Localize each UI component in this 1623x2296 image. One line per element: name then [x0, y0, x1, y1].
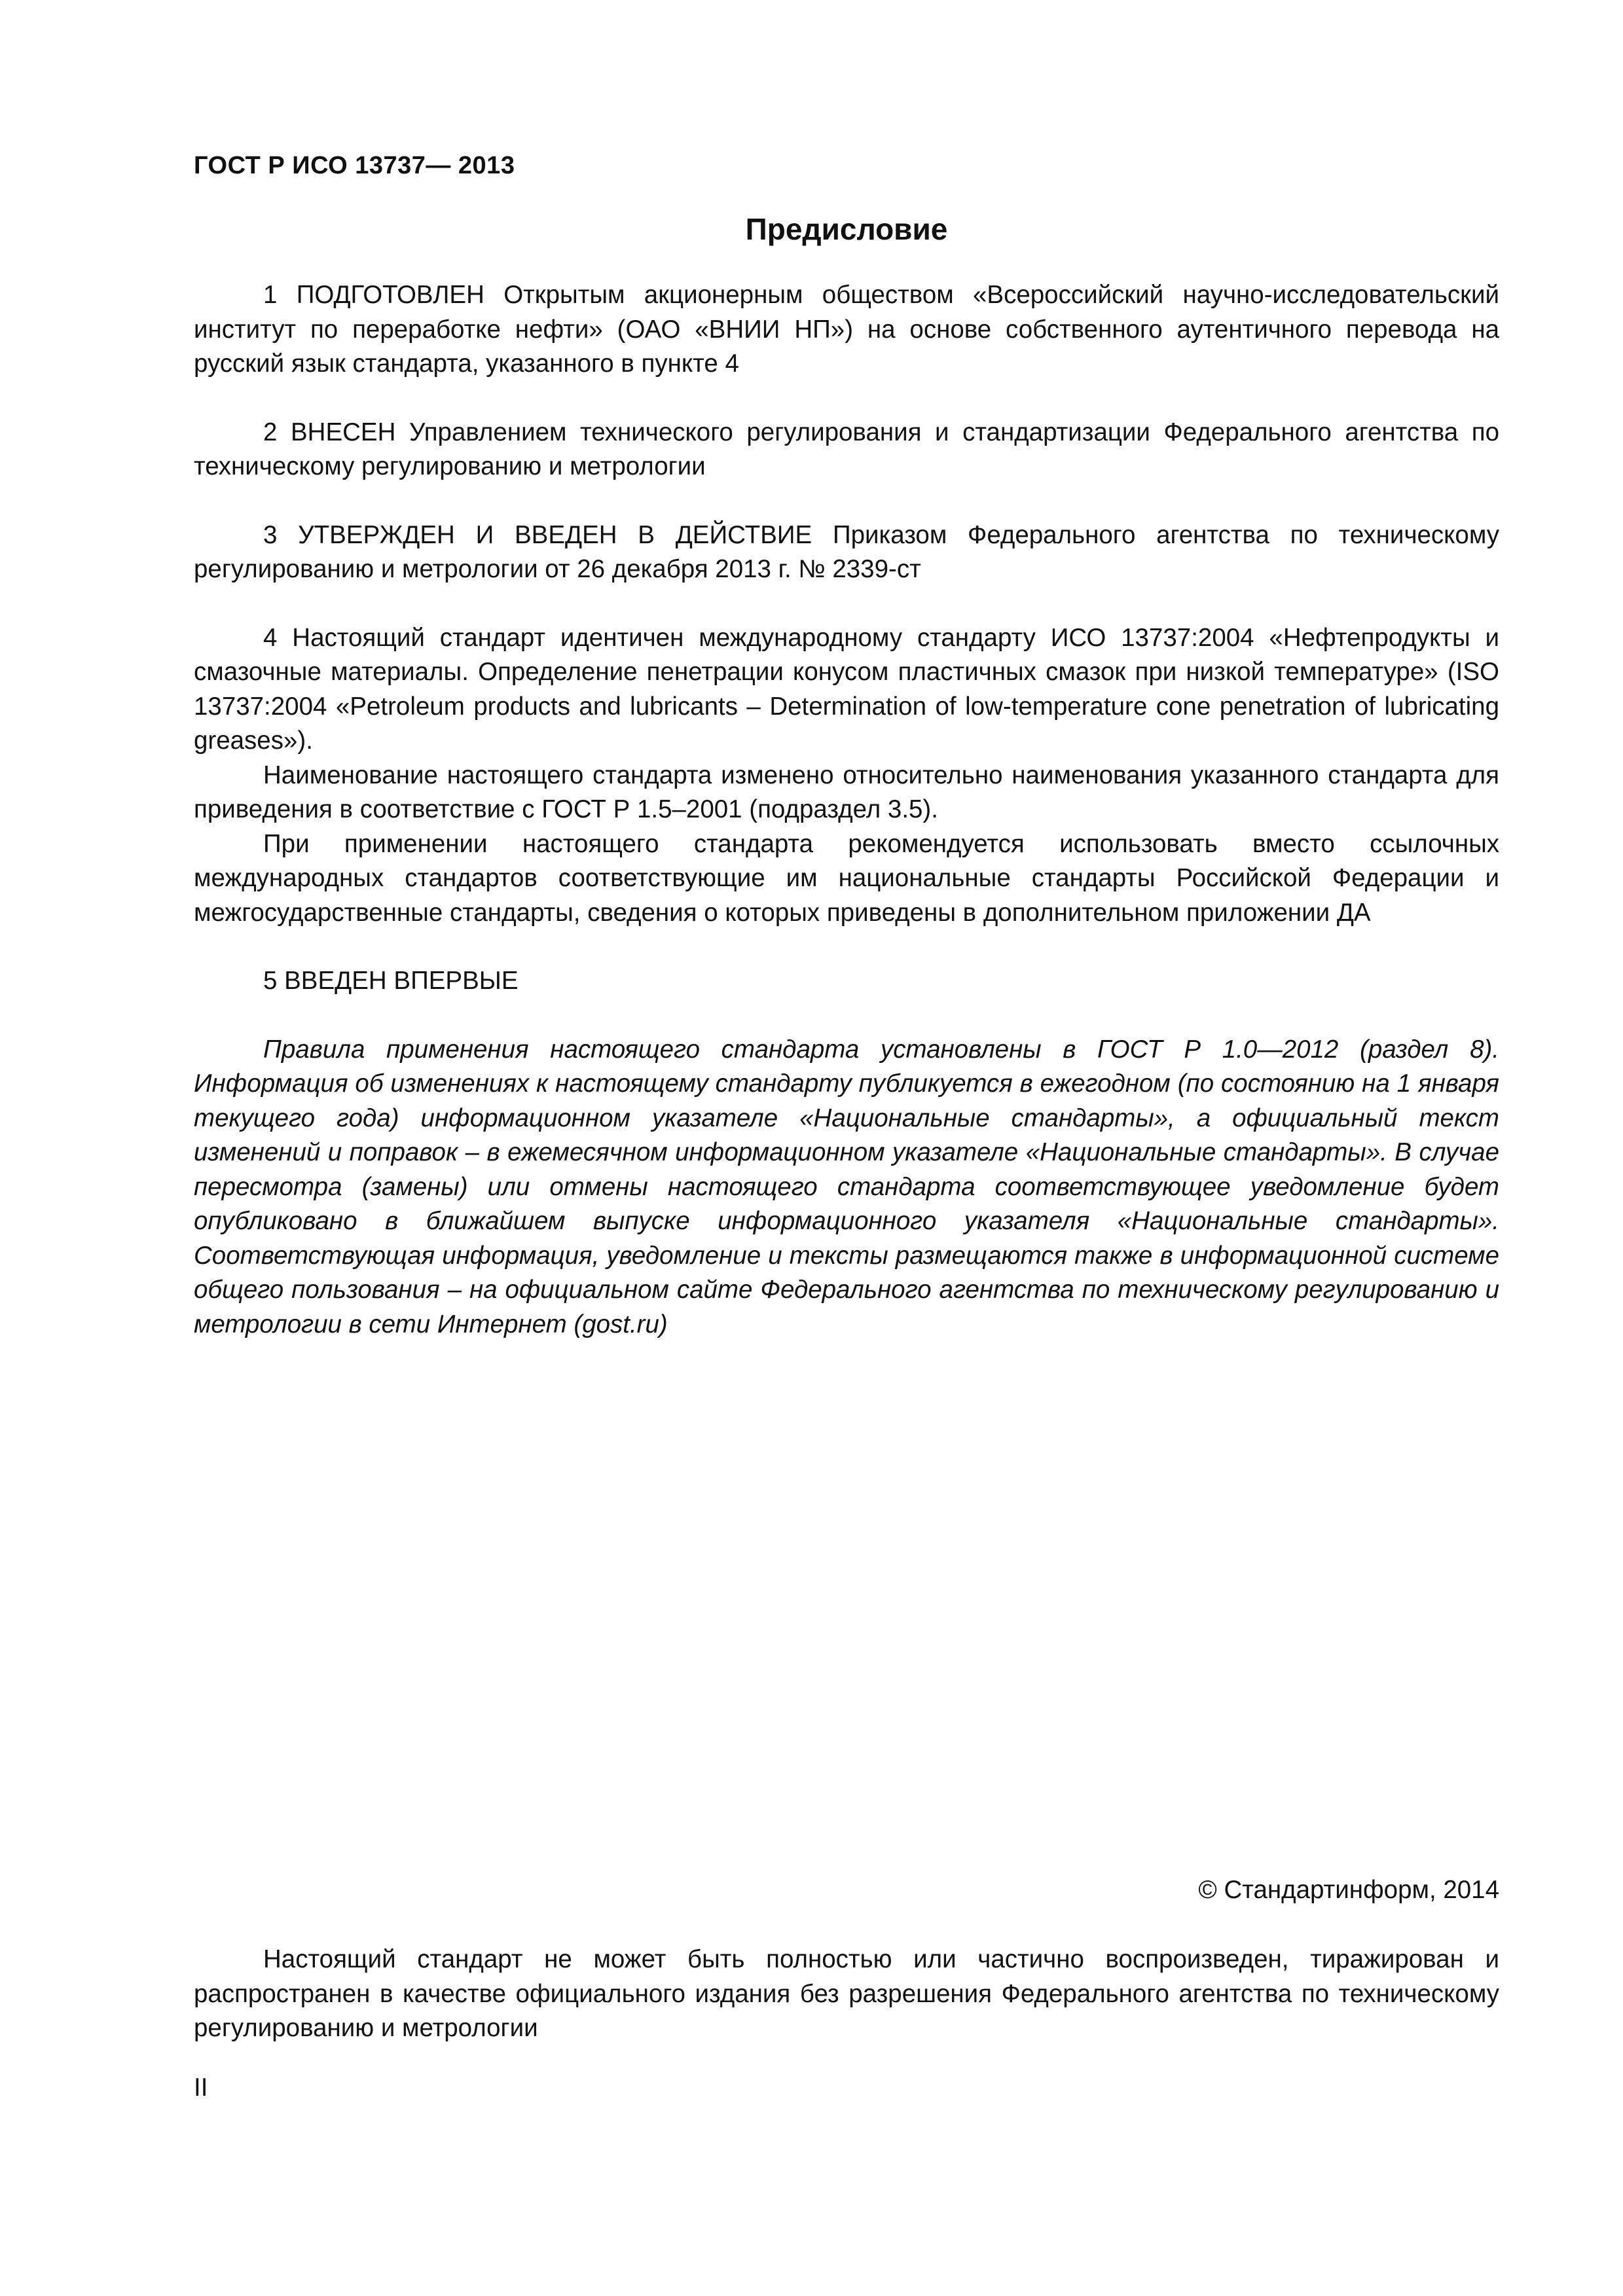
page-number: II: [194, 2073, 208, 2102]
copyright-line: © Стандартинформ, 2014: [1198, 1876, 1499, 1904]
reproduction-notice: Настоящий стандарт не может быть полностью или частично воспроизведен, тиражирован и распространен в качестве официального издания без разрешения Федерального агентства по техническому регулированию и метрологии: [194, 1945, 1499, 2042]
paragraph-first-introduced: 5 ВВЕДЕН ВПЕРВЫЕ: [263, 967, 519, 995]
paragraph-name-changed: Наименование настоящего стандарта изменено относительно наименования указанного стандарта для приведения в соответствие с ГОСТ Р 1.5–2001 (подраздел 3.5).: [194, 761, 1499, 823]
paragraph-identical-standard: 4 Настоящий стандарт идентичен международному стандарту ИСО 13737:2004 «Нефтепродукты и смазочные материалы. Определение пенетрации конусом пластичных смазок при низкой температуре» (ISO 13737:2004 «Petroleum products and lubricants – Determination of low-temperature cone penetration of lubricating greases»).: [194, 623, 1499, 755]
paragraph-approved: 3 УТВЕРЖДЕН И ВВЕДЕН В ДЕЙСТВИЕ Приказом Федерального агентства по техническому регулированию и метрологии от 26 декабря 2013 г. № 2339-ст: [194, 520, 1499, 583]
foreword-body: [194, 278, 1499, 1342]
standard-code: ГОСТ Р ИСО 13737— 2013: [194, 152, 515, 179]
paragraph-introduced: 2 ВНЕСЕН Управлением технического регулирования и стандартизации Федерального агентства по техническому регулированию и метрологии: [194, 418, 1499, 480]
page-title: Предисловие: [745, 212, 948, 246]
paragraph-prepared: 1 ПОДГОТОВЛЕН Открытым акционерным обществом «Всероссийский научно-исследовательский институт по переработке нефти» (ОАО «ВНИИ НП») на основе собственного аутентичного перевода на русский язык стандарта, указанного в пункте 4: [194, 281, 1499, 378]
paragraph-rules-of-application: Правила применения настоящего стандарта установлены в ГОСТ Р 1.0—2012 (раздел 8). Информация об изменениях к настоящему стандарту публикуется в ежегодном (по состоянию на 1 января текущего года) информационном указателе «Национальные стандарты», а официальный текст изменений и поправок – в ежемесячном информационном указателе «Национальные стандарты». В случае пересмотра (замены) или отмены настоящего стандарта соответствующее уведомление будет опубликовано в ближайшем выпуске информационного указателя «Национальные стандарты». Соответствующая информация, уведомление и тексты размещаются также в информационной системе общего пользования – на официальном сайте Федерального агентства по техническому регулированию и метрологии в сети Интернет (gost.ru): [194, 1035, 1499, 1338]
paragraph-references: При применении настоящего стандарта рекомендуется использовать вместо ссылочных международных стандартов соответствующие им национальные стандарты Российской Федерации и межгосударственные стандарты, сведения о которых приведены в дополнительном приложении ДА: [194, 829, 1499, 927]
